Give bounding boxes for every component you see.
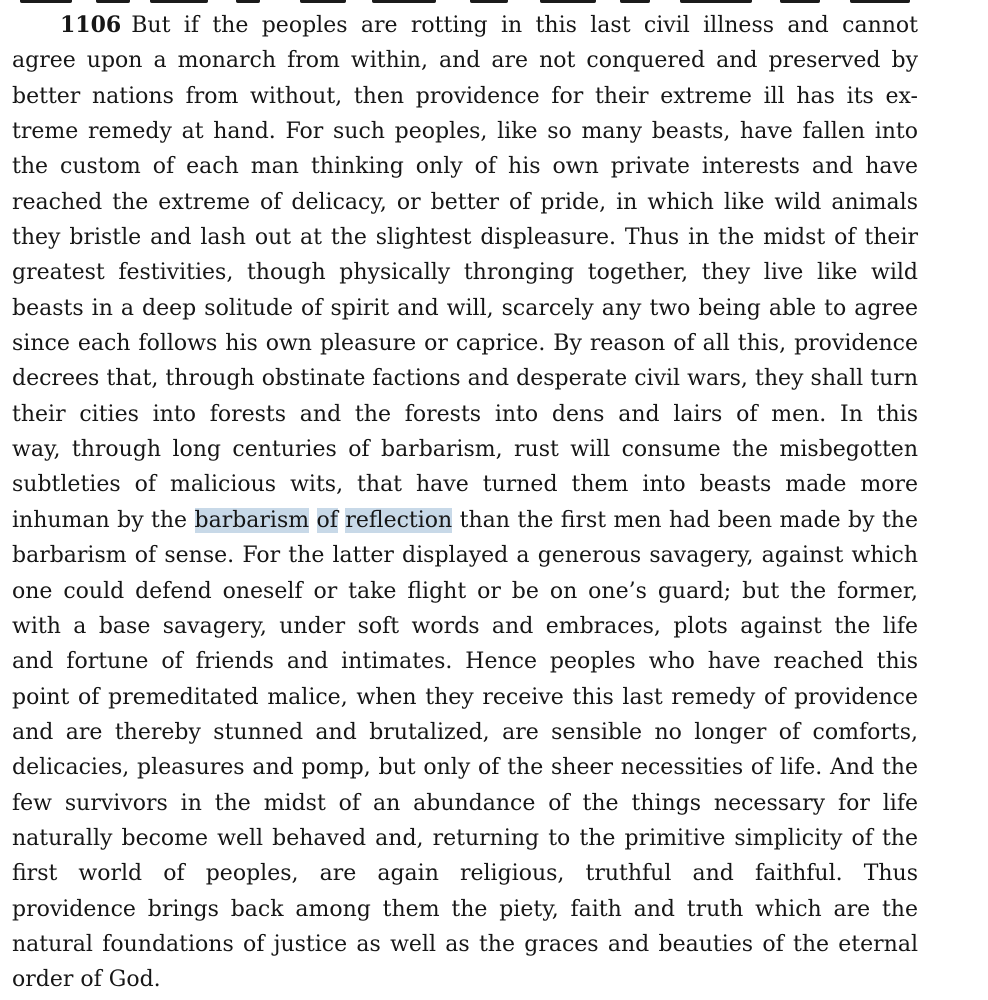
text-line: and fortune of friends and intimates. Hence peoples who have reached this — [12, 649, 918, 675]
paragraph-1106 — [12, 8, 918, 998]
highlighted-word[interactable]: reflection — [345, 507, 453, 533]
text-line: the custom of each man thinking only of his own private interests and have — [12, 154, 918, 180]
text-line: treme remedy at hand. For such peoples, like so many beasts, have fallen into — [12, 119, 918, 145]
text-line: natural foundations of justice as well as the graces and beauties of the eternal — [12, 931, 918, 957]
text-line: first world of peoples, are again religious, truthful and faithful. Thus — [12, 861, 918, 887]
text-line: and are thereby stunned and brutalized, are sensible no longer of comforts, — [12, 719, 918, 745]
text-line: one could defend oneself or take flight or be on one’s guard; but the former, — [12, 578, 918, 604]
text-line: few survivors in the midst of an abundance of the things necessary for life — [12, 790, 918, 816]
text-line-highlighted — [12, 503, 918, 538]
text-line: beasts in a deep solitude of spirit and will, scarcely any two being able to agree — [12, 295, 918, 321]
first-line-text: But if the peoples are rotting in this last civil illness and cannot — [131, 13, 918, 38]
text-line: since each follows his own pleasure or caprice. By reason of all this, providence — [12, 331, 918, 357]
text-line-1 — [12, 8, 918, 43]
text-line-final: order of God. — [12, 967, 161, 993]
text-line: way, through long centuries of barbarism, rust will consume the misbegotten — [12, 437, 918, 463]
paragraph-number: 1106 — [60, 12, 122, 38]
text-line: barbarism of sense. For the latter displayed a generous savagery, against which — [12, 543, 918, 569]
text-line: providence brings back among them the piety, faith and truth which are the — [12, 896, 918, 922]
highlighted-word[interactable]: barbarism — [194, 507, 310, 533]
text-line: naturally become well behaved and, returning to the primitive simplicity of the — [12, 825, 918, 851]
text-line: better nations from without, then providence for their extreme ill has its ex- — [12, 83, 918, 109]
text-line: they bristle and lash out at the slightest displeasure. Thus in the midst of their — [12, 225, 918, 251]
text-line: decrees that, through obstinate factions and desperate civil wars, they shall turn — [12, 366, 918, 392]
text-after-highlight: than the first men had been made by the — [452, 507, 918, 533]
text-before-highlight: inhuman by the — [12, 507, 195, 533]
cut-off-previous-line — [0, 0, 988, 4]
text-line: point of premeditated malice, when they receive this last remedy of providence — [12, 684, 918, 710]
text-line: with a base savagery, under soft words and embraces, plots against the life — [12, 613, 918, 639]
text-line: greatest festivities, though physically thronging together, they live like wild — [12, 260, 918, 286]
text-line: delicacies, pleasures and pomp, but only of the sheer necessities of life. And the — [12, 755, 918, 781]
text-line: reached the extreme of delicacy, or better of pride, in which like wild animals — [12, 189, 918, 215]
text-line: their cities into forests and the forests into dens and lairs of men. In this — [12, 401, 918, 427]
text-line: subtleties of malicious wits, that have turned them into beasts made more — [12, 472, 918, 498]
highlighted-word[interactable]: of — [316, 507, 338, 533]
text-line: agree upon a monarch from within, and are not conquered and preserved by — [12, 48, 918, 74]
